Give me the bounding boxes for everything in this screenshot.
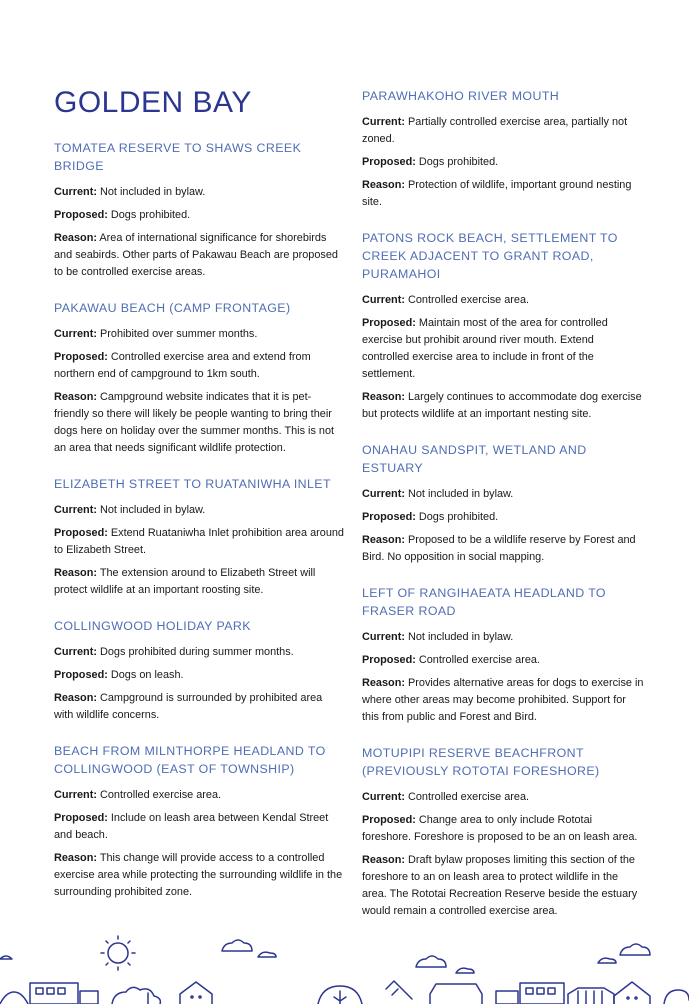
section-title: COLLINGWOOD HOLIDAY PARK	[54, 619, 251, 633]
proposed-entry	[362, 812, 644, 846]
proposed-text: Change area to only include Rototai foreshore. Foreshore is proposed to be an on leash area.	[362, 814, 638, 843]
sun-icon	[101, 936, 135, 970]
current-text: Not included in bylaw.	[100, 504, 206, 516]
reason-text: Provides alternative areas for dogs to exercise in where other areas may become prohibited. Support for this from public and Forest and Bird.	[362, 677, 644, 723]
current-text: Prohibited over summer months.	[100, 328, 258, 340]
cloud-icon	[0, 956, 12, 959]
cloud-icon	[416, 956, 474, 973]
reason-label: Reason:	[362, 391, 405, 403]
reason-entry	[362, 852, 644, 920]
cloud-icon	[222, 940, 276, 957]
tent-icon	[568, 988, 614, 1004]
section-rangihaeata-headland	[362, 584, 644, 726]
current-entry	[362, 629, 644, 646]
proposed-label: Proposed:	[362, 317, 416, 329]
reason-entry	[54, 230, 344, 281]
proposed-label: Proposed:	[362, 654, 416, 666]
page-title: GOLDEN BAY	[54, 86, 252, 119]
reason-label: Reason:	[362, 179, 405, 191]
current-text: Not included in bylaw.	[408, 488, 514, 500]
cloud-icon	[598, 944, 650, 963]
section-title: TOMATEA RESERVE TO SHAWS CREEK BRIDGE	[54, 141, 302, 173]
current-label: Current:	[362, 791, 405, 803]
current-text: Dogs prohibited during summer months.	[100, 646, 294, 658]
reason-label: Reason:	[54, 567, 97, 579]
section-elizabeth-street	[54, 475, 344, 599]
current-label: Current:	[54, 328, 97, 340]
section-collingwood-holiday-park	[54, 617, 344, 724]
reason-label: Reason:	[54, 391, 97, 403]
right-column	[362, 87, 644, 938]
current-label: Current:	[362, 116, 405, 128]
proposed-entry	[362, 315, 644, 383]
current-label: Current:	[362, 294, 405, 306]
section-title: PAKAWAU BEACH (CAMP FRONTAGE)	[54, 301, 291, 315]
reason-text: Draft bylaw proposes limiting this section of the foreshore to an on leash area to protect wildlife in the area. The Rototai Recreation Reserve beside the estuary would remain a controlled exercise area.	[362, 854, 638, 917]
proposed-text: Extend Ruataniwha Inlet prohibition area around to Elizabeth Street.	[54, 527, 344, 556]
proposed-entry	[362, 154, 644, 171]
current-entry	[54, 502, 344, 519]
proposed-entry	[362, 652, 644, 669]
section-patons-rock-beach	[362, 229, 644, 423]
footer-landscape-illustration	[0, 925, 689, 1004]
tree-icon	[112, 987, 160, 1004]
reason-text: This change will provide access to a controlled exercise area while protecting the surrounding wildlife in the surrounding prohibited zone.	[54, 852, 343, 898]
proposed-entry	[54, 207, 344, 224]
left-column	[54, 139, 344, 919]
house-icon	[430, 984, 482, 1004]
section-milnthorpe-headland	[54, 742, 344, 901]
current-text: Partially controlled exercise area, partially not zoned.	[362, 116, 628, 145]
section-title: MOTUPIPI RESERVE BEACHFRONT (PREVIOUSLY ROTOTAI FORESHORE)	[362, 746, 600, 778]
section-pakawau-beach	[54, 299, 344, 457]
current-entry	[362, 114, 644, 148]
house-icon	[614, 982, 650, 1004]
current-text: Not included in bylaw.	[100, 186, 206, 198]
tree-icon	[318, 986, 362, 1004]
section-title: BEACH FROM MILNTHORPE HEADLAND TO COLLINGWOOD (EAST OF TOWNSHIP)	[54, 744, 326, 776]
proposed-entry	[54, 349, 344, 383]
reason-text: Largely continues to accommodate dog exercise but protects wildlife at an important nesting site.	[362, 391, 642, 420]
reason-label: Reason:	[362, 677, 405, 689]
reason-label: Reason:	[54, 852, 97, 864]
reason-text: Proposed to be a wildlife reserve by Forest and Bird. No opposition in social mapping.	[362, 534, 636, 563]
current-label: Current:	[54, 646, 97, 658]
proposed-label: Proposed:	[362, 156, 416, 168]
current-entry	[362, 789, 644, 806]
reason-label: Reason:	[54, 692, 97, 704]
current-label: Current:	[54, 504, 97, 516]
reason-text: Protection of wildlife, important ground nesting site.	[362, 179, 632, 208]
proposed-entry	[54, 667, 344, 684]
section-title: PATONS ROCK BEACH, SETTLEMENT TO CREEK ADJACENT TO GRANT ROAD, PURAMAHOI	[362, 231, 618, 281]
reason-text: Campground website indicates that it is pet-friendly so there will likely be people wanting to bring their dogs here on holiday over the summer months. This is not an area that needs significant wildlife protection.	[54, 391, 335, 454]
section-tomatea-reserve	[54, 139, 344, 281]
current-entry	[362, 292, 644, 309]
proposed-entry	[54, 525, 344, 559]
reason-label: Reason:	[362, 854, 405, 866]
proposed-text: Maintain most of the area for controlled exercise but prohibit around river mouth. Extend controlled exercise area to include in front of the settlement.	[362, 317, 608, 380]
proposed-text: Dogs prohibited.	[110, 209, 191, 221]
reason-entry	[54, 565, 344, 599]
proposed-label: Proposed:	[362, 814, 416, 826]
reason-entry	[54, 389, 344, 457]
current-text: Controlled exercise area.	[100, 789, 222, 801]
proposed-text: Dogs prohibited.	[418, 156, 499, 168]
proposed-text: Controlled exercise area and extend from northern end of campground to 1km south.	[54, 351, 311, 380]
section-onahau-sandspit	[362, 441, 644, 566]
house-icon	[180, 982, 212, 1004]
current-label: Current:	[362, 631, 405, 643]
current-label: Current:	[362, 488, 405, 500]
section-motupipi-reserve	[362, 744, 644, 920]
reason-entry	[54, 690, 344, 724]
proposed-label: Proposed:	[54, 812, 108, 824]
reason-label: Reason:	[54, 232, 97, 244]
current-entry	[54, 787, 344, 804]
reason-entry	[362, 675, 644, 726]
proposed-entry	[362, 509, 644, 526]
proposed-entry	[54, 810, 344, 844]
proposed-label: Proposed:	[54, 351, 108, 363]
current-entry	[362, 486, 644, 503]
section-title: ONAHAU SANDSPIT, WETLAND AND ESTUARY	[362, 443, 587, 475]
building-icon	[496, 983, 564, 1004]
current-entry	[54, 644, 344, 661]
tree-icon	[664, 990, 689, 1004]
reason-entry	[362, 532, 644, 566]
section-parawhakoho-river	[362, 87, 644, 211]
proposed-text: Controlled exercise area.	[418, 654, 540, 666]
reason-label: Reason:	[362, 534, 405, 546]
building-icon	[0, 983, 98, 1004]
proposed-text: Dogs on leash.	[110, 669, 184, 681]
proposed-text: Include on leash area between Kendal Street and beach.	[54, 812, 329, 841]
section-title: LEFT OF RANGIHAEATA HEADLAND TO FRASER ROAD	[362, 586, 606, 618]
proposed-label: Proposed:	[54, 527, 108, 539]
current-text: Not included in bylaw.	[408, 631, 514, 643]
proposed-label: Proposed:	[362, 511, 416, 523]
proposed-label: Proposed:	[54, 669, 108, 681]
section-title: ELIZABETH STREET TO RUATANIWHA INLET	[54, 477, 331, 491]
proposed-label: Proposed:	[54, 209, 108, 221]
boat-icon	[386, 981, 412, 999]
current-entry	[54, 326, 344, 343]
reason-text: The extension around to Elizabeth Street will protect wildlife at an important roosting site.	[54, 567, 316, 596]
current-text: Controlled exercise area.	[408, 294, 530, 306]
reason-entry	[54, 850, 344, 901]
current-entry	[54, 184, 344, 201]
reason-entry	[362, 177, 644, 211]
reason-text: Campground is surrounded by prohibited area with wildlife concerns.	[54, 692, 323, 721]
proposed-text: Dogs prohibited.	[418, 511, 499, 523]
current-text: Controlled exercise area.	[408, 791, 530, 803]
current-label: Current:	[54, 789, 97, 801]
current-label: Current:	[54, 186, 97, 198]
reason-text: Area of international significance for shorebirds and seabirds. Other parts of Pakawau Beach are proposed to be controlled exercise areas.	[54, 232, 338, 278]
section-title: PARAWHAKOHO RIVER MOUTH	[362, 89, 560, 103]
reason-entry	[362, 389, 644, 423]
